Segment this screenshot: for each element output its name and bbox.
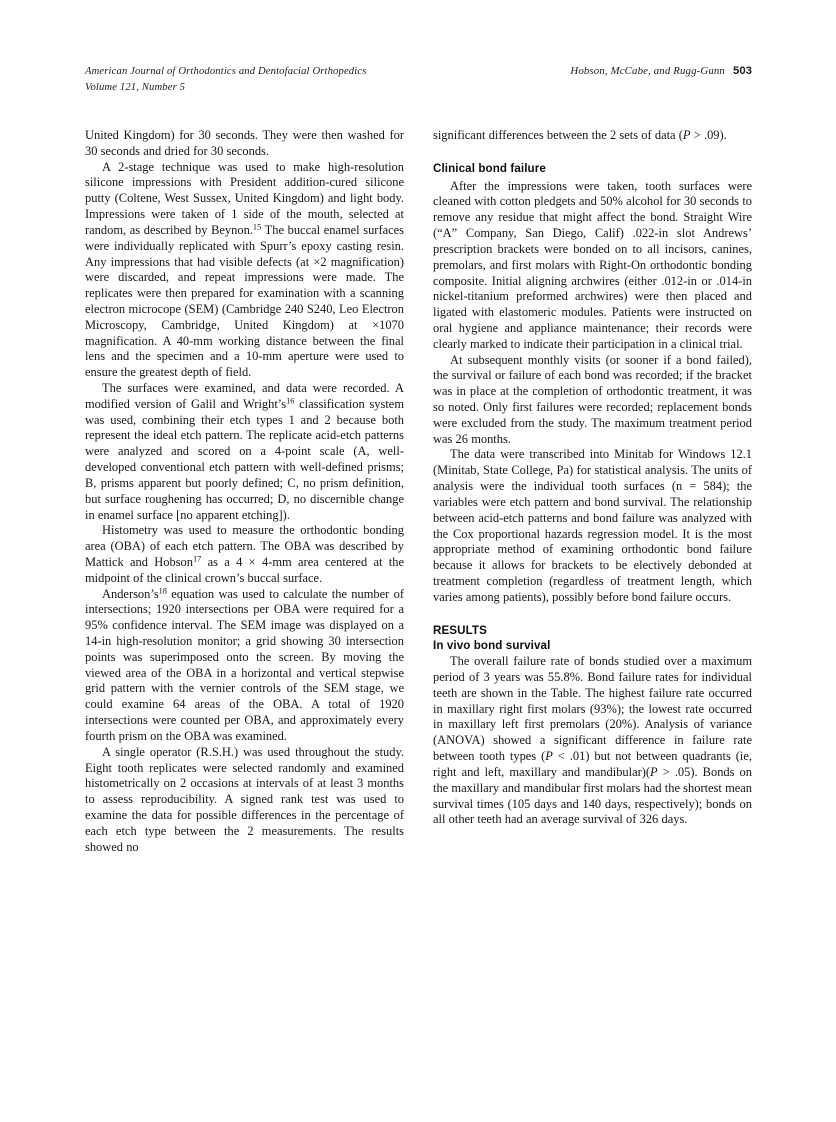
reference-superscript: 18 <box>158 586 167 596</box>
italic-symbol: P <box>650 764 658 779</box>
body-paragraph: Histometry was used to measure the orthodontic bonding area (OBA) of each etch pattern. The OBA was described by Mattick and Hobson$^{17}$ as a 4 × 4-mm area centered at the midpoint of the clinical crown’s buccal surface. <box>85 523 404 585</box>
page-number: 503 <box>732 65 752 77</box>
body-paragraph: The overall failure rate of bonds studied over a maximum period of 3 years was 55.8%. Bond failure rates for individual teeth are shown in the Table. The highest failure rate occurred in maxillary right first molars (93%); the lowest rate occurred in maxillary left first premolars (20%). Analysis of variance (ANOVA) showed a significant difference in failure rate between tooth types (P < .01) but not between quadrants (ie, right and left, maxillary and mandibular)(P > .05). Bonds on the maxillary and mandibular first molars had the shortest mean survival times (105 days and 140 days, respectively); bonds on all other teeth had an average survival of 326 days. <box>433 654 753 827</box>
column-right <box>433 128 752 1083</box>
body-paragraph: The surfaces were examined, and data were recorded. A modified version of Galil and $Wright’s^{16}$ classification system was used, combining their etch types 1 and 2 because both represent the ideal etch pattern. The replicate acid-etch patterns were analyzed and scored on a 4-point scale (A, well-developed conventional etch pattern with well-defined prisms; B, prisms apparent but poorly defined; C, no prism definition, but surface roughening has occurred; D, no discernible change in enamel surface [no apparent etching]). <box>85 381 404 522</box>
reference-superscript: 15 <box>252 222 262 232</box>
running-head-journal <box>85 64 505 95</box>
head-spacer <box>433 144 752 161</box>
journal-title: American Journal of Orthodontics and Dentofacial Orthopedics <box>85 66 367 77</box>
body-paragraph: A single operator (R.S.H.) was used throughout the study. Eight tooth replicates were selected randomly and examined histometrically on 2 occasions at intervals of at least 3 months to assess reproducibility. A signed rank test was used to examine the data for possible differences in the percentage of each etch type between the 2 measurements. The results showed no <box>85 744 404 854</box>
body-paragraph: At subsequent monthly visits (or sooner if a bond failed), the survival or failure of each bond was recorded; if the bracket was in place at the completion of orthodontic treatment, it was so noted. Only first failures were recorded; replacement bonds were excluded from the study. The maximum treatment period was 26 months. <box>433 352 752 446</box>
journal-volume-issue: Volume 121, Number 5 <box>85 81 186 93</box>
reference-superscript: 17 <box>192 554 202 564</box>
running-head <box>85 64 752 98</box>
body-paragraph: A 2-stage technique was used to make high-resolution silicone impressions with President addition-cured silicone putty (Coltene, West Sussex, United Kingdom) and light body. Impressions were taken of 1 side of the mouth, selected at random, as described by Beynon.$^{15}$ The buccal enamel surfaces were individually replicated with Spurr’s epoxy casting resin. Any impressions that had visible defects (at ×2 magnification) were discarded, and repeat impressions were made. The replicates were then prepared for examination with a scanning electron microcope (SEM) (Cambridge 240 S240, Leo Electron Microscopy, Cambridge, United Kingdom) at ×1070 magnification. A 40-mm working distance between the final lens and the specimen and a 10-mm aperture were used to ensure the greatest depth of field. <box>85 159 404 380</box>
reference-superscript: 16 <box>286 396 295 406</box>
column-left <box>85 128 404 1083</box>
body-paragraph: After the impressions were taken, tooth surfaces were cleaned with cotton pledgets and 50% alcohol for 30 seconds to remove any residue that might affect the bond. Straight Wire (“A” Company, San Diego, Calif) .022-in slot Andrews’ prescription brackets were bonded on to all incisors, canines, premolars, and first molars with Right-On orthodontic bonding composite. Initial aligning archwires (either .012-in or .014-in nickel-titanium preformed archwires) were then placed and ligated with elastomeric modules. Patients were instructed on oral hygiene and appliance maintenance; their records were clearly marked to indicate their participation in a clinical trial. <box>433 178 752 351</box>
body-paragraph: United Kingdom) for 30 seconds. They were then washed for 30 seconds and dried for 30 seconds. <box>85 128 404 158</box>
running-head-authors: Hobson, McCabe, and Rugg-Gunn <box>570 65 725 77</box>
body-paragraph: $Anderson’s^{18}$ equation was used to calculate the number of intersections; 1920 intersections per OBA were required for a 95% confidence interval. The SEM image was displayed on a 14-in high-resolution monitor; a grid showing 30 intersection points was superimposed onto the screen. By moving the viewed area of the OBA in a horizontal and vertical stepwise grid pattern with the vernier controls of the SEM stage, we could examine 64 areas of the OBA. A total of 1920 intersections were counted per OBA, and approximately every fourth prism on the OBA was examined. <box>85 586 404 743</box>
body-paragraph: significant differences between the 2 sets of data (P > .09). <box>433 128 727 142</box>
section-heading-results: RESULTS <box>433 623 487 637</box>
italic-symbol: P <box>545 749 553 764</box>
subsection-heading-h-clinical-bond-failure: Clinical bond failure <box>433 161 546 175</box>
head-spacer <box>433 606 752 623</box>
subsection-heading-h-in-vivo-bond-survival: In vivo bond survival <box>433 639 551 653</box>
body-columns <box>85 128 752 1083</box>
italic-symbol: P <box>682 128 691 142</box>
body-paragraph: The data were transcribed into Minitab for Windows 12.1 (Minitab, State College, Pa) for statistical analysis. The units of analysis were the individual tooth surfaces (n = 584); the variables were etch pattern and bond survival. The relationship between acid-etch patterns and bond failure was analyzed with the Cox proportional hazards regression model. It is the most appropriate method of examining orthodontic bond failure because it allows for brackets to be electively debonded at treatment completion (regardless of treatment length, which varies among patients), possibly before bond failure occurs. <box>433 447 752 604</box>
running-head-authors-page <box>570 64 752 80</box>
